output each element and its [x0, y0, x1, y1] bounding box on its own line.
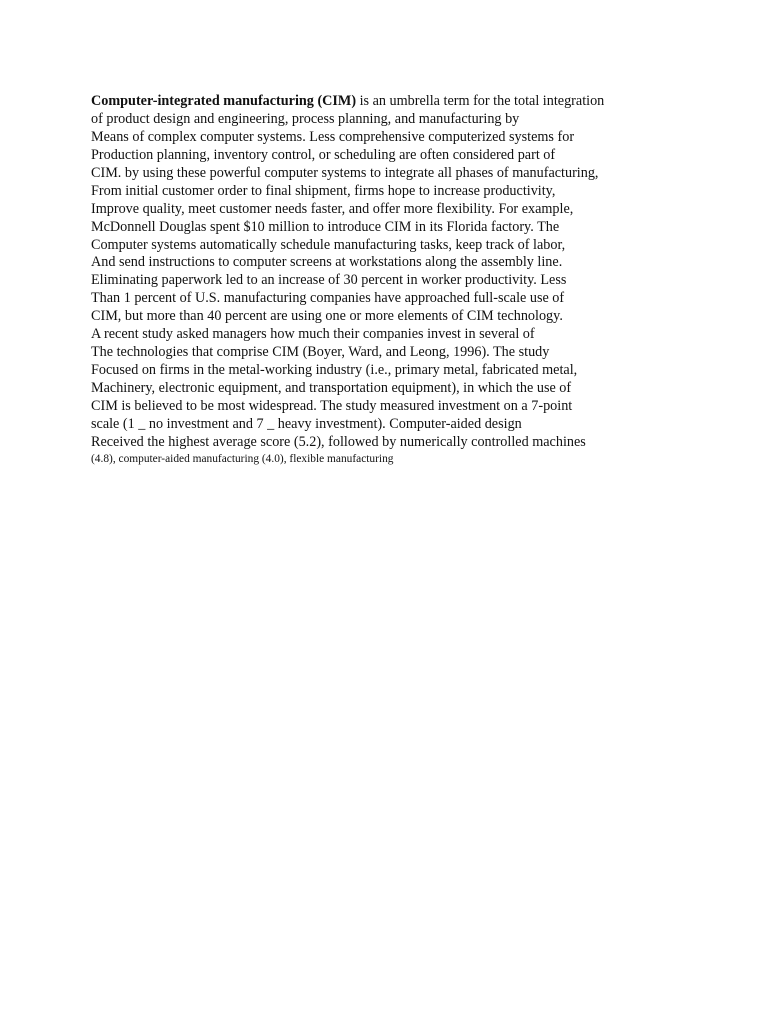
- document-line: Than 1 percent of U.S. manufacturing companies have approached full-scale use of: [91, 290, 565, 307]
- document-line: of product design and engineering, process planning, and manufacturing by: [91, 110, 520, 127]
- document-line: Received the highest average score (5.2), followed by numerically controlled machines: [91, 433, 586, 450]
- document-line: A recent study asked managers how much their companies invest in several of: [91, 326, 535, 343]
- document-line: Focused on firms in the metal-working industry (i.e., primary metal, fabricated metal,: [91, 362, 578, 379]
- document-line: scale (1 _ no investment and 7 _ heavy investment). Computer-aided design: [91, 415, 522, 432]
- document-line: Computer systems automatically schedule manufacturing tasks, keep track of labor,: [91, 236, 566, 253]
- document-line: CIM. by using these powerful computer systems to integrate all phases of manufacturing,: [91, 164, 599, 181]
- document-line: And send instructions to computer screens at workstations along the assembly line.: [91, 254, 563, 271]
- document-line: [91, 93, 691, 111]
- document-line: The technologies that comprise CIM (Boyer, Ward, and Leong, 1996). The study: [91, 344, 550, 361]
- document-line: CIM, but more than 40 percent are using one or more elements of CIM technology.: [91, 308, 563, 325]
- document-line-small: (4.8), computer-aided manufacturing (4.0), flexible manufacturing: [91, 452, 394, 465]
- document-line: From initial customer order to final shipment, firms hope to increase productivity,: [91, 182, 556, 199]
- document-line: Production planning, inventory control, or scheduling are often considered part of: [91, 146, 556, 163]
- document-line: Machinery, electronic equipment, and transportation equipment), in which the use of: [91, 380, 572, 396]
- document-line: Improve quality, meet customer needs faster, and offer more flexibility. For example,: [91, 200, 574, 217]
- document-line: McDonnell Douglas spent $10 million to introduce CIM in its Florida factory. The: [91, 218, 560, 235]
- document-line: Means of complex computer systems. Less comprehensive computerized systems for: [91, 128, 575, 145]
- document-term: Computer-integrated manufacturing (CIM): [91, 93, 357, 109]
- document-body: [91, 93, 691, 466]
- document-line: CIM is believed to be most widespread. The study measured investment on a 7-point: [91, 397, 573, 414]
- document-line: Eliminating paperwork led to an increase of 30 percent in worker productivity. Less: [91, 272, 567, 289]
- document-line-text: is an umbrella term for the total integration: [356, 93, 605, 109]
